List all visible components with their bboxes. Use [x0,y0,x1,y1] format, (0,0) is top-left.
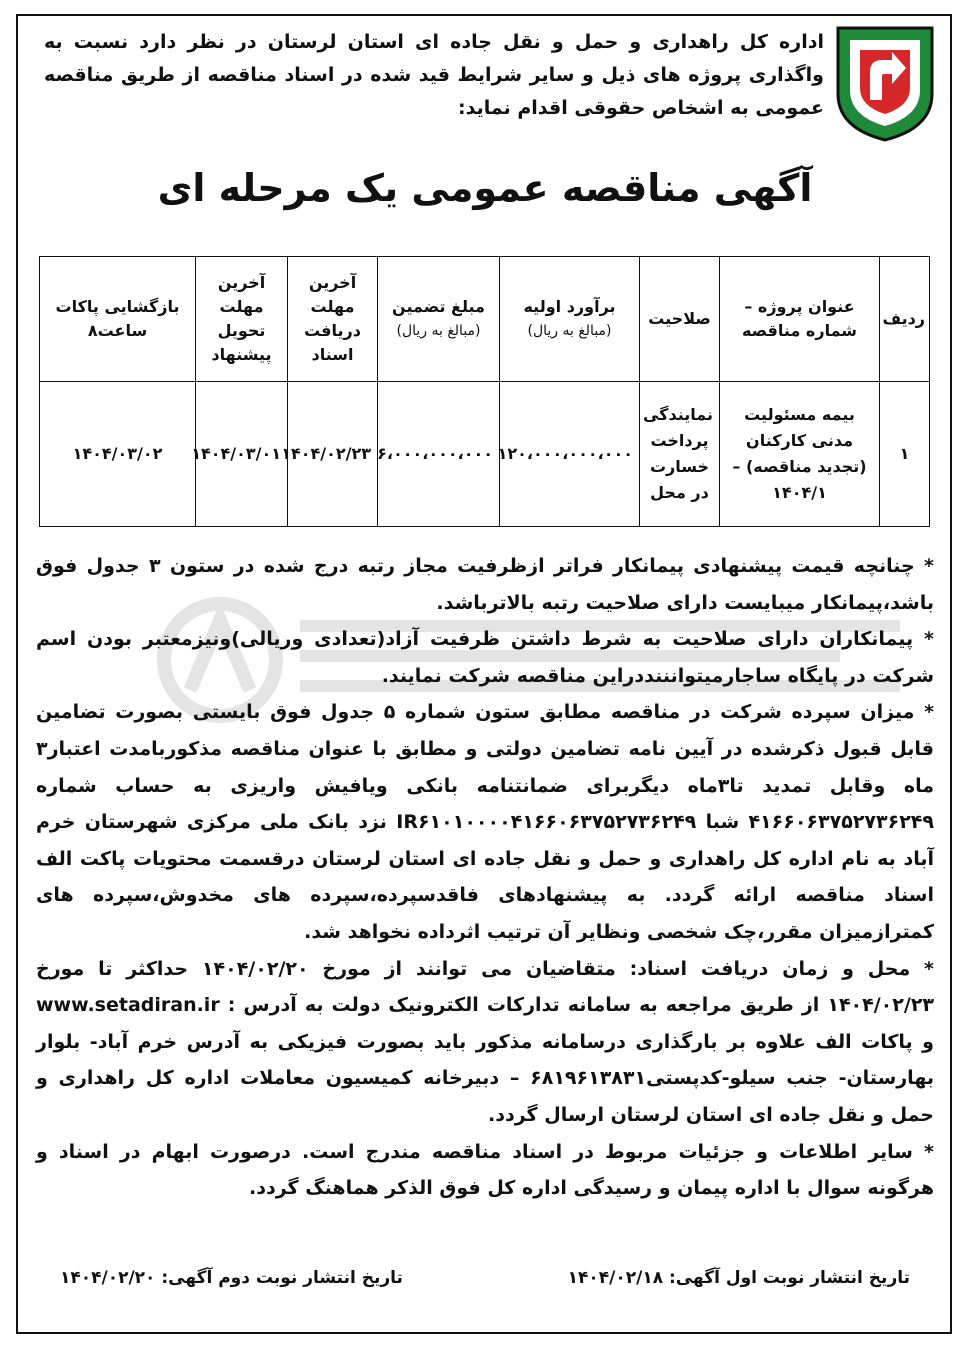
road-administration-logo [830,24,940,142]
cell-opening: ۱۴۰۴/۰۳/۰۲ [40,382,196,527]
documents-text-start: * محل و زمان دریافت اسناد: متقاضیان می توانند از مورخ ۱۴۰۴/۰۲/۲۰ حداکثر تا مورخ ۱۴۰۴/۰۲/۲۳ از طریق مراجعه به سامانه تدارکات الکترونیک دولت به آدرس : [36,957,935,1017]
col-row-header: ردیف [880,257,930,382]
table-header-row [40,257,930,382]
col-guarantee-header [378,257,500,382]
page-title: آگهی مناقصه عمومی یک مرحله ای [157,166,813,210]
cell-doc-deadline: ۱۴۰۴/۰۲/۲۳ [288,382,378,527]
col-qualification-header: صلاحیت [640,257,720,382]
condition-paragraph-1: * چنانچه قیمت پیشنهادی پیمانکار فراتر ازظرفیت مجاز رتبه درج شده در ستون ۳ جدول فوق باشد،پیمانکار میبایست دارای صلاحیت رتبه بالاترباشد. [36,555,934,614]
setadiran-link[interactable]: www.setadiran.ir [36,994,220,1017]
cell-project: بیمه مسئولیت مدنی کارکنان (تجدید مناقصه) – ۱۴۰۴/۱ [720,382,880,527]
tender-table [39,256,930,527]
cell-bid-deadline: ۱۴۰۴/۰۳/۰۱ [196,382,288,527]
condition-paragraph-5: * سایر اطلاعات و جزئیات مربوط در اسناد مناقصه مندرج است. درصورت ابهام در اسناد و هرگونه سوال با اداره پیمان و رسیدگی اداره کل فوق الذکر هماهنگ گردد. [36,1140,934,1200]
col-project-header: عنوان پروژه – شماره مناقصه [720,257,880,382]
condition-paragraph-4 [36,951,934,1134]
estimate-header-unit: (مبالغ به ریال) [527,323,612,339]
condition-paragraph-3: * میزان سپرده شرکت در مناقصه مطابق ستون شماره ۵ جدول فوق بایستی بصورت تضامین قابل قبول ذکرشده در آیین نامه تضامین دولتی و مطابق با عنوان مناقصه مذکوربامدت اعتبار۳ ماه وقابل تمدید تا۳ماه دیگربرای ضمانتنامه بانکی ویافیش واریزی به حساب شماره ۴۱۶۶۰۶۳۷۵۲۷۳۶۲۴۹ شبا IR۶۱۰۱۰۰۰۰۴۱۶۶۰۶۳۷۵۲۷۳۶۲۴۹ نزد بانک ملی مرکزی شهرستان خرم آباد به نام اداره کل راهداری و حمل و نقل جاده ای استان لرستان درقسمت محتویات پاکت الف اسناد مناقصه ارائه گردد. به پیشنهادهای فاقدسپرده،سپرده های مخدوش،سپرده های کمترازمیزان مقرر،چک شخصی ونظایر آن ترتیب اثرداده نخواهد شد. [36,701,935,943]
cell-row: ۱ [880,382,930,527]
first-publish-date: تاریخ انتشار نوبت اول آگهی: ۱۴۰۴/۰۲/۱۸ [567,1268,910,1288]
notice-body [36,548,934,1207]
second-publish-date: تاریخ انتشار نوبت دوم آگهی: ۱۴۰۴/۰۲/۲۰ [60,1268,403,1288]
intro-text: اداره کل راهداری و حمل و نقل جاده ای استان لرستان در نظر دارد نسبت به واگذاری پروژه های ذیل و سایر شرایط قید شده در اسناد مناقصه از طریق مناقصه عمومی به اشخاص حقوقی اقدام نماید: [44,31,824,119]
guarantee-header-unit: (مبالغ به ریال) [396,323,481,339]
cell-estimate: ۱۲۰،۰۰۰،۰۰۰،۰۰۰ [500,382,640,527]
col-opening-header: بازگشایی پاکات ساعت۸ [40,257,196,382]
cell-guarantee: ۶،۰۰۰،۰۰۰،۰۰۰ [378,382,500,527]
guarantee-header-label: مبلغ تضمین [392,297,485,316]
condition-paragraph-2: * پیمانکاران دارای صلاحیت به شرط داشتن ظرفیت آزاد(تعدادی وریالی)ونیزمعتبر بودن اسم شرکت در پایگاه ساجارمیتوانننددراین مناقصه شرکت نمایند. [36,628,934,687]
col-estimate-header [500,257,640,382]
col-doc-deadline-header: آخرین مهلت دریافت اسناد [288,257,378,382]
col-bid-deadline-header: آخرین مهلت تحویل پیشنهاد [196,257,288,382]
documents-text-end: و پاکات الف علاوه بر بارگذاری درسامانه مذکور باید بصورت فیزیکی به آدرس خرم آباد- بلوار بهارستان- جنب سیلو-کدپستی۶۸۱۹۶۱۳۸۳۱ – دبیرخانه کمیسیون معاملات اداره کل راهداری و حمل و نقل جاده ای استان لرستان ارسال گردد. [36,1030,934,1126]
table-row [40,382,930,527]
estimate-header-label: برآورد اولیه [523,297,616,316]
header [30,22,948,152]
cell-qualification: نمایندگی پرداخت خسارت در محل [640,382,720,527]
